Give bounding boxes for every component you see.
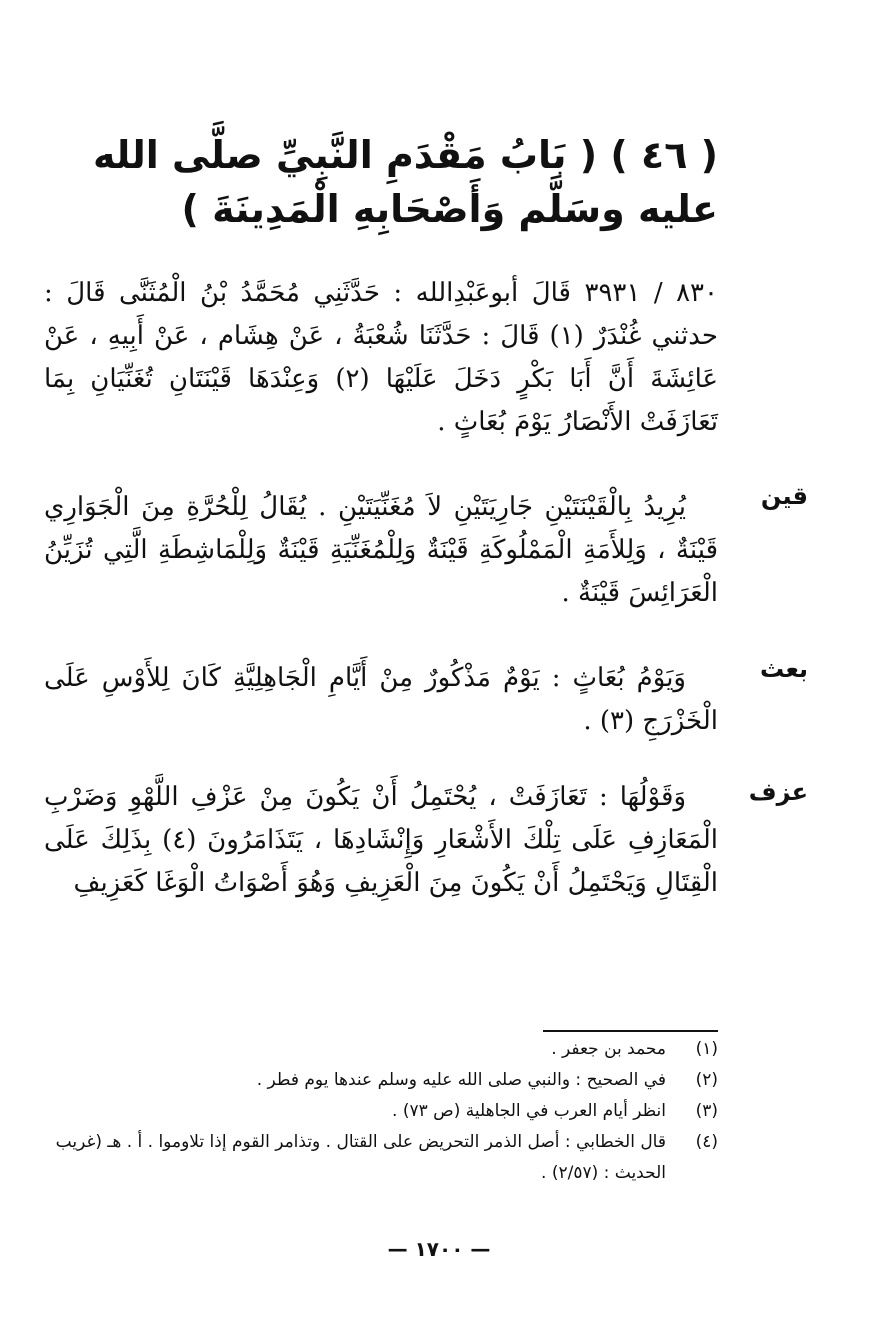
root-word: قين bbox=[760, 482, 808, 510]
entry-text bbox=[44, 776, 718, 905]
root-word: عزف bbox=[748, 778, 808, 806]
hadith-text: ٨٣٠ / ٣٩٣١ قَالَ أبوعَبْدِالله : حَدَّثَنِي مُحَمَّدُ بْنُ الْمُثَنَّى قَالَ : حدثني غُنْدَرٌ (١) قَالَ : حَدَّثَنَا شُعْبَةُ ، عَنْ هِشَام ، عَنْ أَبِيهِ ، عَنْ عَائِشَةَ أَنَّ أَبَا بَكْرٍ دَخَلَ عَلَيْهَا (٢) وَعِنْدَهَا قَيْنَتَانِ تُغَنِّيَانِ بِمَا تَعَازَفَتْ الأَنْصَارُ يَوْمَ بُعَاثٍ . bbox=[44, 278, 719, 437]
entry-text-body: يُرِيدُ بِالْقَيْنَتَيْنِ جَارِيَتَيْنِ لاَ مُغَنِّيَتَيْنِ . يُقَالُ لِلْحُرَّةِ مِنَ الْجَوَارِي قَيْنَةٌ ، وَلِلأَمَةِ الْمَمْلُوكَةِ قَيْنَةٌ وَلِلْمُغَنِّيَةِ قَيْنَةٌ وَلِلْمَاشِطَةِ الَّتِي تُزَيِّنُ الْعَرَائِسَ قَيْنَةٌ . bbox=[44, 492, 718, 608]
footnote-number: (١) bbox=[695, 1039, 718, 1059]
footnote bbox=[44, 1127, 718, 1189]
footnote bbox=[44, 1065, 718, 1096]
entry-text-body: وَقَوْلُهَا : تَعَازَفَتْ ، يُحْتَمِلُ أَنْ يَكُونَ مِنْ عَزْفِ اللَّهْوِ وَضَرْبِ الْمَعَازِفِ عَلَى تِلْكَ الأَشْعَارِ وَإِنْشَادِهَا ، يَتَذَامَرُونَ (٤) بِذَلِكَ عَلَى الْقِتَالِ وَيَحْتَمِلُ أَنْ يَكُونَ مِنَ الْعَزِيفِ وَهُوَ أَصْوَاتُ الْوَغَا كَعَزِيفِ bbox=[44, 782, 718, 898]
footnote-text: انظر أيام العرب في الجاهلية (ص ٧٣) . bbox=[392, 1101, 666, 1121]
footnote-divider bbox=[543, 1030, 718, 1032]
footnote-text: في الصحيح : والنبي صلى الله عليه وسلم عندها يوم فطر . bbox=[256, 1070, 666, 1090]
footnote bbox=[44, 1096, 718, 1127]
entry-text bbox=[44, 486, 718, 615]
root-word: بعث bbox=[760, 655, 808, 683]
chapter-title: ( ٤٦ ) ( بَابُ مَقْدَمِ النَّبِيِّ صلَّى الله عليه وسَلَّم وَأَصْحَابِهِ الْمَدِينَةَ ) bbox=[92, 133, 718, 231]
entry-text-body: وَيَوْمُ بُعَاثٍ : يَوْمٌ مَذْكُورٌ مِنْ أَيَّامِ الْجَاهِلِيَّةِ كَانَ لِلأَوْسِ عَلَى الْخَزْرَجِ (٣) . bbox=[44, 663, 718, 736]
footnote-number: (٤) bbox=[695, 1132, 718, 1152]
footnote bbox=[44, 1034, 718, 1065]
footnote-number: (٣) bbox=[695, 1101, 718, 1121]
page-number: — ١٧٠٠ — bbox=[387, 1237, 491, 1261]
footnote-number: (٢) bbox=[695, 1070, 718, 1090]
footnotes bbox=[44, 1034, 718, 1189]
footnote-text: محمد بن جعفر . bbox=[551, 1039, 666, 1059]
entry-text bbox=[44, 657, 718, 743]
footnote-text: قال الخطابي : أصل الذمر التحريض على القتال . وتذامر القوم إذا تلاوموا . أ . هـ (غريب الحديث : (٢/٥٧) . bbox=[55, 1132, 666, 1183]
